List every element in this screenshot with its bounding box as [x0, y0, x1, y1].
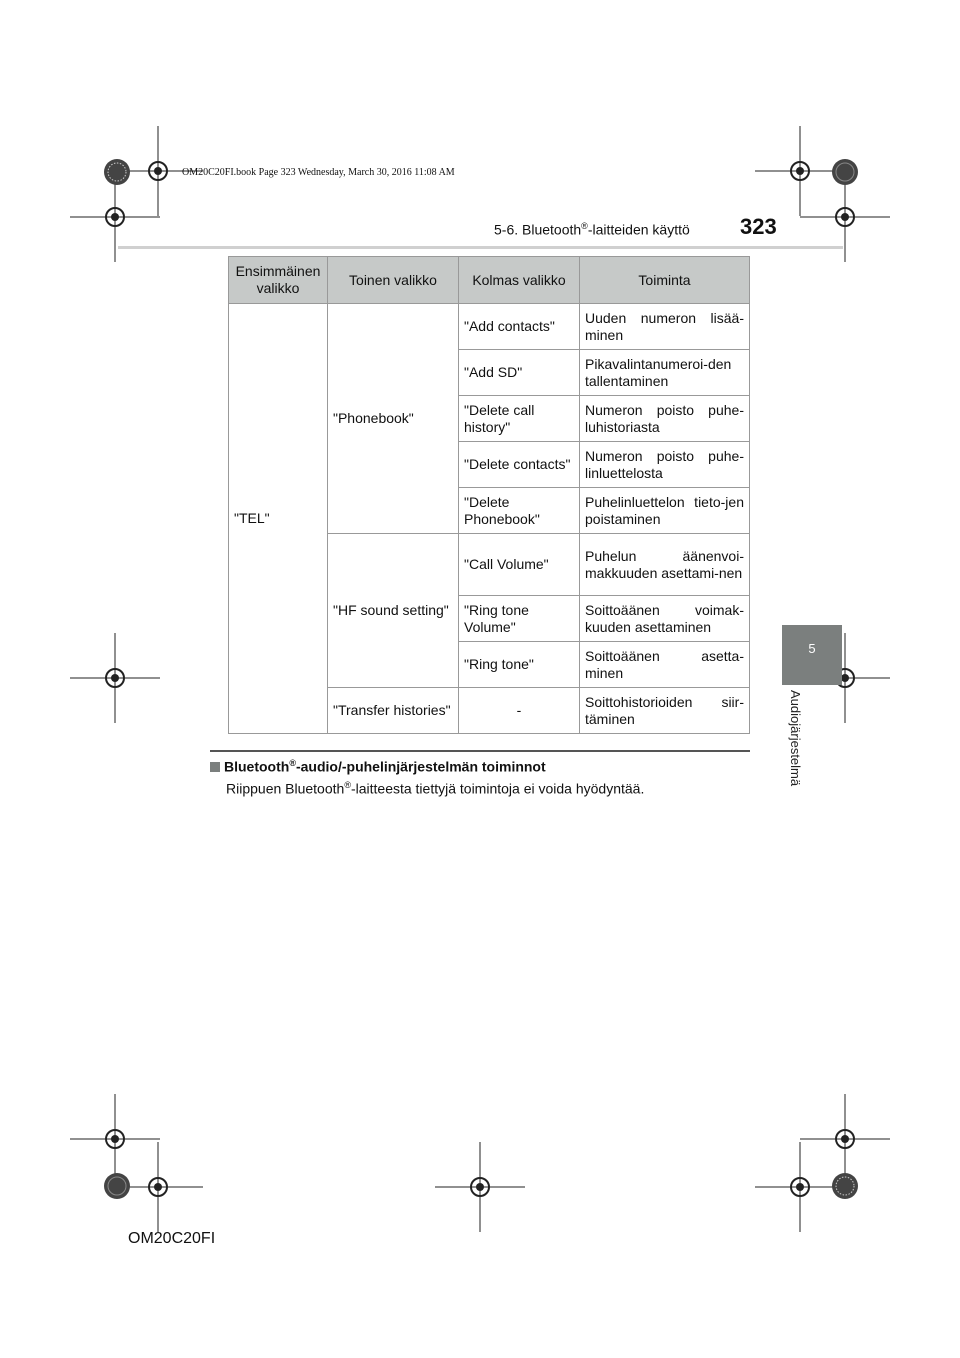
color-wheel-mark: [831, 1172, 859, 1200]
third-menu-cell: "Delete Phonebook": [459, 488, 580, 534]
action-cell: Soittoäänen voimak-kuuden asettaminen: [580, 596, 750, 642]
second-menu-cell: "Phonebook": [328, 304, 459, 534]
third-menu-cell: "Delete call history": [459, 396, 580, 442]
footer-code: OM20C20FI: [128, 1230, 216, 1247]
action-cell: Pikavalintanumeroi-den tallentaminen: [580, 350, 750, 396]
third-menu-cell: -: [459, 688, 580, 734]
book-info: OM20C20FI.book Page 323 Wednesday, March 30, 2016 11:08 AM: [182, 167, 455, 178]
color-wheel-mark: [103, 158, 131, 186]
second-menu-cell: "HF sound setting": [328, 534, 459, 688]
action-cell: Puhelun äänenvoi-makkuuden asettami-nen: [580, 534, 750, 596]
action-cell: Uuden numeron lisää-minen: [580, 304, 750, 350]
second-menu-cell: "Transfer histories": [328, 688, 459, 734]
registration-mark: [435, 1142, 525, 1232]
first-menu-cell: "TEL": [229, 304, 328, 734]
action-cell: Soittoäänen asetta-minen: [580, 642, 750, 688]
chapter-label: Audiojärjestelmä: [788, 690, 803, 787]
menu-table: [228, 256, 750, 734]
color-wheel-mark: [831, 158, 859, 186]
note-heading: Bluetooth®-audio/-puhelinjärjestelmän toiminnot: [210, 758, 546, 775]
third-menu-cell: "Add SD": [459, 350, 580, 396]
third-menu-cell: "Add contacts": [459, 304, 580, 350]
col-header-third: Kolmas valikko: [459, 257, 580, 304]
col-header-second: Toinen valikko: [328, 257, 459, 304]
section-title: 5-6. Bluetooth®-laitteiden käyttö: [494, 221, 690, 238]
col-header-action: Toiminta: [580, 257, 750, 304]
third-menu-cell: "Call Volume": [459, 534, 580, 596]
registration-mark: [70, 633, 160, 723]
square-bullet-icon: [210, 762, 220, 772]
third-menu-cell: "Ring tone": [459, 642, 580, 688]
page-number: 323: [740, 214, 777, 239]
action-cell: Soittohistorioiden siir-täminen: [580, 688, 750, 734]
action-cell: Numeron poisto puhe-linluettelosta: [580, 442, 750, 488]
table-bottom-rule: [210, 750, 750, 752]
col-header-first: Ensimmäinen valikko: [229, 257, 328, 304]
header-rule: [118, 246, 843, 249]
action-cell: Puhelinluettelon tieto-jen poistaminen: [580, 488, 750, 534]
color-wheel-mark: [103, 1172, 131, 1200]
note-text: Riippuen Bluetooth®-laitteesta tiettyjä toimintoja ei voida hyödyntää.: [226, 780, 645, 797]
third-menu-cell: "Ring tone Volume": [459, 596, 580, 642]
action-cell: Numeron poisto puhe-luhistoriasta: [580, 396, 750, 442]
chapter-number: 5: [808, 641, 816, 656]
chapter-tab: [782, 625, 842, 685]
third-menu-cell: "Delete contacts": [459, 442, 580, 488]
